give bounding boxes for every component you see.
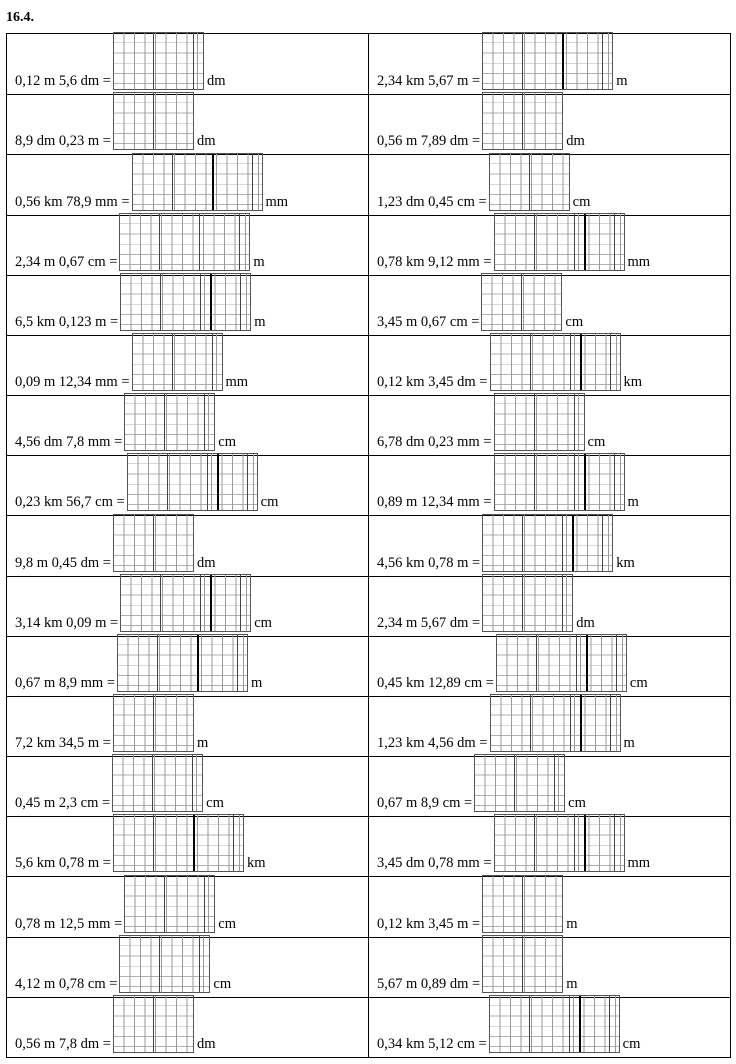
exercise-table	[6, 33, 731, 1058]
unit-label: cm	[218, 915, 236, 932]
unit-label: cm	[206, 795, 224, 812]
exercise-item-right	[369, 757, 730, 816]
expression: 0,12 m 5,6 dm =	[15, 73, 111, 90]
expression: 9,8 m 0,45 dm =	[15, 554, 111, 571]
decimal-separator-line	[584, 454, 586, 510]
unit-label: km	[616, 554, 635, 571]
unit-label: cm	[565, 313, 584, 330]
group-separator-line	[157, 635, 158, 691]
answer-grid[interactable]	[112, 754, 203, 812]
decimal-separator-line	[210, 575, 212, 631]
group-separator-line	[159, 214, 160, 270]
exercise-item-right	[369, 637, 730, 696]
group-separator-line	[522, 93, 523, 149]
expression: 4,12 m 0,78 cm =	[15, 975, 118, 992]
answer-grid[interactable]	[113, 92, 194, 150]
expression: 0,56 m 7,8 dm =	[15, 1035, 111, 1052]
unit-label: m	[251, 674, 263, 691]
group-separator-line	[237, 635, 238, 691]
expression: 1,23 dm 0,45 cm =	[377, 193, 487, 210]
unit-label: cm	[622, 1035, 641, 1052]
group-separator-line	[164, 394, 165, 450]
group-separator-line	[152, 755, 153, 811]
group-separator-line	[239, 214, 240, 270]
answer-grid[interactable]	[482, 935, 563, 993]
group-separator-line	[534, 214, 535, 270]
group-separator-line	[530, 695, 531, 751]
decimal-separator-line	[217, 454, 219, 510]
answer-grid[interactable]	[489, 153, 570, 211]
group-separator-line	[192, 755, 193, 811]
group-separator-line	[164, 876, 165, 932]
unit-label: cm	[568, 795, 586, 812]
expression: 0,78 m 12,5 mm =	[15, 915, 123, 932]
exercise-row	[7, 34, 730, 94]
exercise-item-right	[369, 877, 730, 936]
unit-label: dm	[197, 1035, 216, 1052]
group-separator-line	[570, 334, 571, 390]
exercise-item-left	[7, 396, 369, 455]
group-separator-line	[247, 454, 248, 510]
expression: 2,34 m 0,67 cm =	[15, 253, 118, 270]
group-separator-line	[530, 334, 531, 390]
group-separator-line	[153, 515, 154, 571]
expression: 3,14 km 0,09 m =	[15, 614, 119, 631]
group-separator-line	[610, 695, 611, 751]
unit-label: m	[566, 975, 578, 992]
exercise-item-left	[7, 34, 369, 94]
expression: 6,78 dm 0,23 mm =	[377, 434, 492, 451]
exercise-item-left	[7, 817, 369, 876]
group-separator-line	[534, 394, 535, 450]
answer-grid[interactable]	[474, 754, 565, 812]
group-separator-line	[522, 33, 523, 89]
answer-grid[interactable]	[489, 995, 620, 1053]
group-separator-line	[172, 334, 173, 390]
unit-label: cm	[260, 494, 279, 511]
expression: 0,89 m 12,34 mm =	[377, 494, 492, 511]
group-separator-line	[574, 815, 575, 871]
exercise-item-left	[7, 877, 369, 936]
exercise-item-right	[369, 396, 730, 455]
exercise-item-right	[369, 577, 730, 636]
unit-label: m	[566, 915, 578, 932]
group-separator-line	[614, 454, 615, 510]
answer-grid[interactable]	[113, 514, 194, 572]
exercise-item-left	[7, 216, 369, 275]
expression: 0,67 m 8,9 mm =	[15, 674, 116, 691]
group-separator-line	[199, 214, 200, 270]
expression: 0,78 km 9,12 mm =	[377, 253, 492, 270]
group-separator-line	[609, 996, 610, 1052]
expression: 1,23 km 4,56 dm =	[377, 735, 488, 752]
expression: 2,34 m 5,67 dm =	[377, 614, 481, 631]
group-separator-line	[240, 575, 241, 631]
group-separator-line	[602, 33, 603, 89]
exercise-row	[7, 756, 730, 816]
expression: 0,23 km 56,7 cm =	[15, 494, 125, 511]
group-separator-line	[204, 394, 205, 450]
group-separator-line	[522, 515, 523, 571]
exercise-item-left	[7, 998, 369, 1057]
unit-label: dm	[197, 133, 216, 150]
group-separator-line	[240, 274, 241, 330]
group-separator-line	[514, 755, 515, 811]
exercise-item-right	[369, 216, 730, 275]
group-separator-line	[233, 815, 234, 871]
expression: 4,56 dm 7,8 mm =	[15, 434, 123, 451]
answer-grid[interactable]	[490, 694, 621, 752]
expression: 0,56 km 78,9 mm =	[15, 193, 130, 210]
decimal-separator-line	[212, 154, 214, 210]
exercise-row	[7, 335, 730, 395]
answer-grid[interactable]	[482, 875, 563, 933]
exercise-row	[7, 876, 730, 936]
group-separator-line	[562, 515, 563, 571]
exercise-item-right	[369, 95, 730, 154]
exercise-row	[7, 997, 730, 1057]
exercise-row	[7, 816, 730, 876]
unit-label: mm	[225, 374, 249, 391]
answer-grid[interactable]	[482, 32, 613, 90]
expression: 8,9 dm 0,23 m =	[15, 133, 111, 150]
group-separator-line	[200, 274, 201, 330]
group-separator-line	[610, 334, 611, 390]
group-separator-line	[252, 154, 253, 210]
expression: 0,45 m 2,3 cm =	[15, 795, 111, 812]
group-separator-line	[602, 515, 603, 571]
group-separator-line	[204, 876, 205, 932]
answer-grid[interactable]	[490, 333, 621, 391]
group-separator-line	[160, 274, 161, 330]
exercise-item-left	[7, 456, 369, 515]
expression: 7,2 km 34,5 m =	[15, 735, 111, 752]
group-separator-line	[172, 154, 173, 210]
answer-grid[interactable]	[113, 694, 194, 752]
exercise-row	[7, 937, 730, 997]
exercise-item-right	[369, 336, 730, 395]
group-separator-line	[616, 635, 617, 691]
unit-label: m	[627, 494, 639, 511]
group-separator-line	[614, 214, 615, 270]
group-separator-line	[153, 33, 154, 89]
decimal-separator-line	[572, 515, 574, 571]
expression: 0,09 m 12,34 mm =	[15, 374, 130, 391]
expression: 2,34 km 5,67 m =	[377, 73, 481, 90]
answer-grid[interactable]	[496, 634, 627, 692]
decimal-separator-line	[586, 635, 588, 691]
answer-grid[interactable]	[113, 814, 244, 872]
answer-grid[interactable]	[124, 393, 215, 451]
unit-label: mm	[627, 253, 651, 270]
unit-label: m	[254, 313, 266, 330]
group-separator-line	[562, 575, 563, 631]
unit-label: dm	[207, 73, 226, 90]
answer-grid[interactable]	[113, 32, 204, 90]
exercise-row	[7, 696, 730, 756]
exercise-item-right	[369, 516, 730, 575]
group-separator-line	[199, 936, 200, 992]
group-separator-line	[522, 936, 523, 992]
group-separator-line	[614, 815, 615, 871]
unit-label: mm	[265, 193, 289, 210]
decimal-separator-line	[562, 33, 564, 89]
exercise-number: 16.4.	[6, 10, 34, 25]
exercise-row	[7, 154, 730, 214]
unit-label: km	[247, 855, 266, 872]
exercise-item-right	[369, 456, 730, 515]
expression: 3,45 m 0,67 cm =	[377, 313, 480, 330]
expression: 0,12 km 3,45 m =	[377, 915, 481, 932]
group-separator-line	[554, 755, 555, 811]
answer-grid[interactable]	[481, 273, 562, 331]
decimal-separator-line	[210, 274, 212, 330]
unit-label: km	[623, 374, 643, 391]
group-separator-line	[529, 154, 530, 210]
expression: 0,56 m 7,89 dm =	[377, 133, 481, 150]
exercise-item-left	[7, 697, 369, 756]
group-separator-line	[153, 93, 154, 149]
answer-grid[interactable]	[482, 514, 613, 572]
unit-label: m	[616, 73, 628, 90]
group-separator-line	[153, 815, 154, 871]
exercise-item-right	[369, 998, 730, 1057]
exercise-item-left	[7, 938, 369, 997]
group-separator-line	[570, 695, 571, 751]
group-separator-line	[574, 454, 575, 510]
group-separator-line	[574, 394, 575, 450]
decimal-separator-line	[197, 635, 199, 691]
expression: 3,45 dm 0,78 mm =	[377, 855, 492, 872]
group-separator-line	[521, 274, 522, 330]
answer-grid[interactable]	[494, 213, 625, 271]
exercise-item-left	[7, 577, 369, 636]
group-separator-line	[574, 214, 575, 270]
exercise-row	[7, 576, 730, 636]
group-separator-line	[576, 635, 577, 691]
exercise-row	[7, 395, 730, 455]
answer-grid[interactable]	[117, 634, 248, 692]
group-separator-line	[207, 454, 208, 510]
exercise-item-left	[7, 336, 369, 395]
expression: 5,6 km 0,78 m =	[15, 855, 111, 872]
group-separator-line	[193, 33, 194, 89]
answer-grid[interactable]	[113, 995, 194, 1053]
expression: 0,67 m 8,9 cm =	[377, 795, 473, 812]
exercise-item-left	[7, 757, 369, 816]
expression: 0,34 km 5,12 cm =	[377, 1035, 487, 1052]
exercise-item-left	[7, 155, 369, 214]
group-separator-line	[522, 575, 523, 631]
decimal-separator-line	[580, 334, 582, 390]
group-separator-line	[153, 996, 154, 1052]
unit-label: dm	[576, 614, 595, 631]
expression: 6,5 km 0,123 m =	[15, 313, 119, 330]
expression: 0,45 km 12,89 cm =	[377, 674, 494, 691]
answer-grid[interactable]	[120, 273, 251, 331]
exercise-item-left	[7, 516, 369, 575]
group-separator-line	[529, 996, 530, 1052]
exercise-item-left	[7, 95, 369, 154]
group-separator-line	[159, 936, 160, 992]
exercise-item-right	[369, 697, 730, 756]
unit-label: mm	[627, 855, 651, 872]
exercise-item-right	[369, 817, 730, 876]
answer-grid[interactable]	[494, 393, 585, 451]
decimal-separator-line	[193, 815, 195, 871]
answer-grid[interactable]	[120, 574, 251, 632]
expression: 4,56 km 0,78 m =	[377, 554, 481, 571]
decimal-separator-line	[580, 695, 582, 751]
unit-label: cm	[587, 434, 606, 451]
unit-label: m	[623, 735, 635, 752]
answer-grid[interactable]	[482, 574, 573, 632]
exercise-item-left	[7, 276, 369, 335]
answer-grid[interactable]	[494, 453, 625, 511]
exercise-item-left	[7, 637, 369, 696]
answer-grid[interactable]	[119, 935, 210, 993]
exercise-row	[7, 455, 730, 515]
exercise-item-right	[369, 938, 730, 997]
group-separator-line	[522, 876, 523, 932]
exercise-row	[7, 515, 730, 575]
unit-label: cm	[629, 674, 648, 691]
expression: 5,67 m 0,89 dm =	[377, 975, 481, 992]
exercise-row	[7, 215, 730, 275]
exercise-item-right	[369, 34, 730, 94]
decimal-separator-line	[584, 214, 586, 270]
answer-grid[interactable]	[494, 814, 625, 872]
exercise-row	[7, 94, 730, 154]
group-separator-line	[569, 996, 570, 1052]
group-separator-line	[534, 815, 535, 871]
group-separator-line	[160, 575, 161, 631]
group-separator-line	[534, 454, 535, 510]
group-separator-line	[153, 695, 154, 751]
group-separator-line	[536, 635, 537, 691]
decimal-separator-line	[579, 996, 581, 1052]
exercise-item-right	[369, 155, 730, 214]
unit-label: dm	[566, 133, 585, 150]
exercise-row	[7, 636, 730, 696]
exercise-row	[7, 275, 730, 335]
exercise-item-right	[369, 276, 730, 335]
group-separator-line	[200, 575, 201, 631]
answer-grid[interactable]	[132, 153, 263, 211]
answer-grid[interactable]	[132, 333, 223, 391]
unit-label: cm	[213, 975, 232, 992]
answer-grid[interactable]	[482, 92, 563, 150]
group-separator-line	[167, 454, 168, 510]
expression: 0,12 km 3,45 dm =	[377, 374, 488, 391]
unit-label: cm	[572, 193, 591, 210]
unit-label: cm	[254, 614, 272, 631]
unit-label: m	[253, 253, 265, 270]
answer-grid[interactable]	[119, 213, 250, 271]
decimal-separator-line	[584, 815, 586, 871]
answer-grid[interactable]	[127, 453, 258, 511]
group-separator-line	[212, 334, 213, 390]
unit-label: m	[197, 735, 209, 752]
answer-grid[interactable]	[124, 875, 215, 933]
unit-label: dm	[197, 554, 216, 571]
unit-label: cm	[218, 434, 236, 451]
